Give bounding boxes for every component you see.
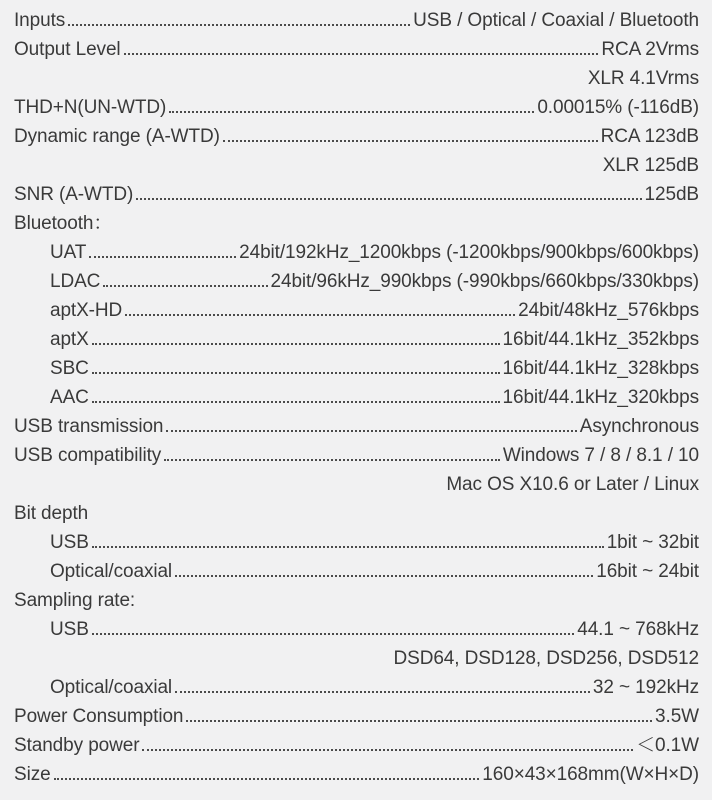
spec-row [14,470,699,499]
spec-value: 125dB [644,184,699,205]
dot-leader [186,720,652,722]
spec-row [14,441,699,470]
spec-label: Sampling rate: [14,590,136,611]
dot-leader [92,401,500,403]
spec-value: 160×43×168mm(W×H×D) [482,764,699,785]
spec-row [14,644,699,673]
spec-value: Asynchronous [579,416,699,437]
spec-row [14,586,699,615]
dot-leader [89,256,236,258]
spec-label: Optical/coaxial [50,677,173,698]
spec-label: aptX-HD [50,300,123,321]
spec-value: ＜0.1W [636,735,699,756]
dot-leader [92,633,574,635]
spec-row [14,383,699,412]
spec-row [14,702,699,731]
spec-row [14,499,699,528]
spec-label: Standby power [14,735,140,756]
spec-value: XLR 4.1Vrms [587,68,699,89]
spec-label: aptX [50,329,89,350]
dot-leader [175,575,593,577]
spec-value: 0.00015% (-116dB) [537,97,699,118]
spec-label: Inputs [14,10,66,31]
spec-value: 32 ~ 192kHz [592,677,699,698]
spec-label: UAT [50,242,87,263]
spec-value: 44.1 ~ 768kHz [577,619,699,640]
spec-value: 16bit/44.1kHz_320kbps [502,387,699,408]
spec-row [14,238,699,267]
spec-row [14,412,699,441]
spec-label: AAC [50,387,89,408]
spec-row [14,615,699,644]
spec-value: Windows 7 / 8 / 8.1 / 10 [502,445,699,466]
dot-leader [124,53,599,55]
spec-value: 16bit/44.1kHz_352kbps [502,329,699,350]
spec-value: 24bit/48kHz_576kbps [518,300,699,321]
spec-row [14,760,699,789]
spec-row [14,528,699,557]
spec-row [14,296,699,325]
spec-row [14,325,699,354]
spec-label: Bit depth [14,503,89,524]
spec-value: RCA 123dB [600,126,699,147]
spec-label: Optical/coaxial [50,561,173,582]
spec-label: USB compatibility [14,445,162,466]
spec-row [14,151,699,180]
spec-label: Bluetooth： [14,213,113,234]
dot-leader [142,749,633,751]
dot-leader [125,314,515,316]
spec-value: XLR 125dB [602,155,699,176]
dot-leader [92,546,604,548]
spec-row [14,93,699,122]
spec-row [14,267,699,296]
spec-row [14,35,699,64]
spec-value: 16bit/44.1kHz_328kbps [502,358,699,379]
spec-value: 3.5W [655,706,699,727]
spec-value: 24bit/192kHz_1200kbps (-1200kbps/900kbps/600kbps) [239,242,699,263]
spec-label: SNR (A-WTD) [14,184,134,205]
dot-leader [54,778,480,780]
spec-row [14,673,699,702]
dot-leader [92,343,500,345]
spec-value: USB / Optical / Coaxial / Bluetooth [413,10,699,31]
spec-label: Dynamic range (A-WTD) [14,126,220,147]
spec-label: USB transmission [14,416,164,437]
spec-row [14,209,699,238]
dot-leader [136,198,641,200]
spec-row [14,6,699,35]
dot-leader [223,140,598,142]
spec-label: Output Level [14,39,121,60]
spec-value: Mac OS X10.6 or Later / Linux [446,474,699,495]
dot-leader [166,430,576,432]
dot-leader [164,459,500,461]
spec-row [14,354,699,383]
spec-value: DSD64, DSD128, DSD256, DSD512 [393,648,699,669]
spec-label: LDAC [50,271,101,292]
spec-label: Power Consumption [14,706,184,727]
spec-row [14,64,699,93]
spec-row [14,557,699,586]
dot-leader [92,372,500,374]
spec-label: SBC [50,358,89,379]
dot-leader [175,691,590,693]
spec-label: USB [50,619,89,640]
spec-value: RCA 2Vrms [601,39,699,60]
dot-leader [169,111,534,113]
dot-leader [103,285,267,287]
spec-row [14,731,699,760]
spec-value: 24bit/96kHz_990kbps (-990kbps/660kbps/330kbps) [270,271,699,292]
spec-row [14,122,699,151]
spec-label: THD+N(UN-WTD) [14,97,167,118]
spec-value: 16bit ~ 24bit [596,561,699,582]
spec-value: 1bit ~ 32bit [606,532,699,553]
spec-label: USB [50,532,89,553]
spec-row [14,180,699,209]
spec-label: Size [14,764,51,785]
dot-leader [68,24,410,26]
